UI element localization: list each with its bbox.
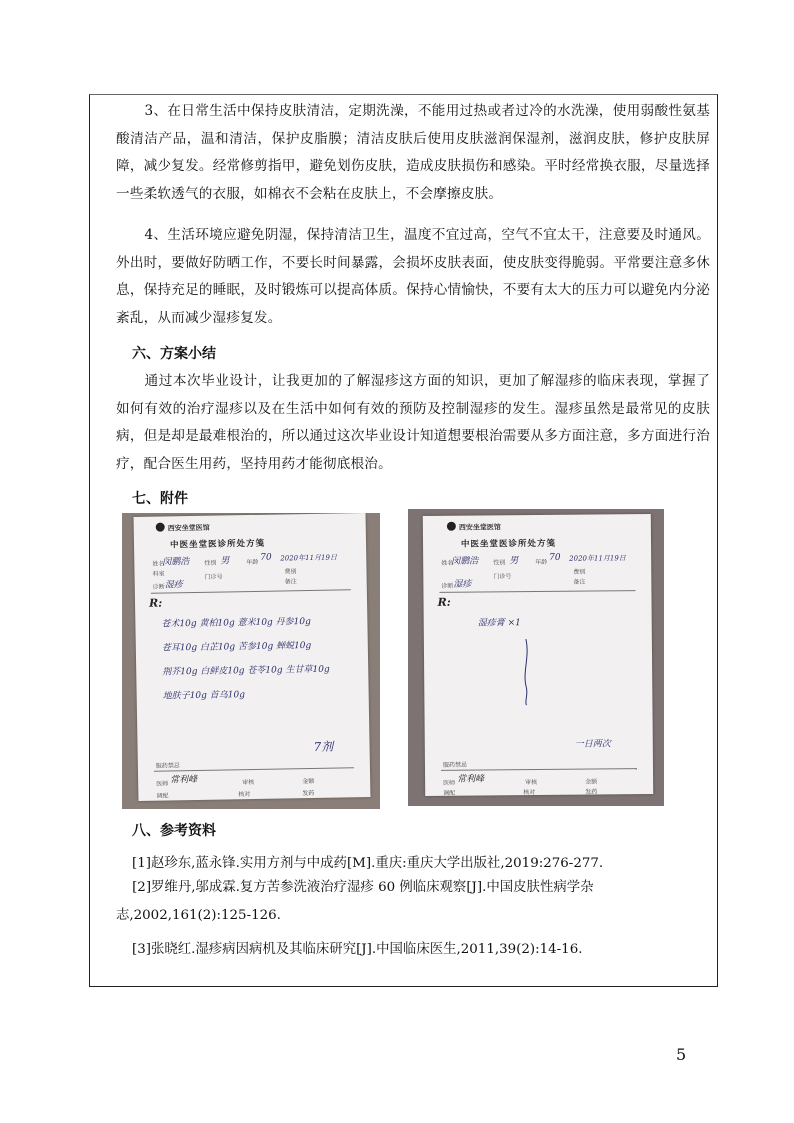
audit-label: 审核 (242, 778, 255, 787)
herb-line: 苍耳10g 白芷10g 苦参10g 蝉蜕10g (161, 640, 312, 654)
prescription-date: 2020年11月19日 (280, 553, 337, 563)
fee-label: 费别 (284, 568, 297, 576)
herb-line: 荆芥10g 白鲜皮10g 苍苓10g 生甘草10g (162, 664, 330, 678)
diagnosis: 湿疹 (453, 579, 472, 590)
herb-line: 地肤子10g 首乌10g (162, 690, 246, 702)
prescription-date: 2020年11月19日 (569, 554, 626, 563)
footer-note: 服药禁忌 (155, 762, 180, 770)
paragraph-4: 4、生活环境应避免阴湿，保持清洁卫生，温度不宜过高，空气不宜太干，注意要及时通风。外出时，要做好防晒工作，不要长时间暴露，会损坏皮肤表面，使皮肤变得脆弱。平常要注意多休息，保持充足的睡眠，及时锻炼可以提高体质。保持心情愉快，不要有太大的压力可以避免内分泌紊乱，从而减少湿疹复发。 (116, 227, 710, 326)
note-label: 备注 (573, 578, 586, 586)
divider (154, 767, 354, 771)
section6-heading: 六、方案小结 (132, 346, 216, 362)
continuation-mark (520, 637, 533, 707)
section8-heading: 八、参考资料 (132, 823, 216, 839)
hospital-name: 西安坐堂医馆 (167, 523, 210, 533)
footer-note: 服药禁忌 (442, 761, 468, 769)
reference-item: [1]赵珍东,蓝永锋.实用方剂与中成药[M].重庆:重庆大学出版社,2019:276-277. (132, 856, 604, 871)
patient-age: 70 (260, 552, 272, 563)
rx-symbol: R: (437, 595, 451, 609)
divider (441, 768, 637, 771)
doctor-label: 医师 (156, 780, 169, 788)
prescription-photo-right (408, 509, 664, 806)
herb-line: 湿疹膏 ×1 (477, 618, 521, 629)
usage-instruction: 一日两次 (574, 739, 611, 750)
diagnosis: 湿疹 (164, 580, 183, 591)
diagnosis-label: 诊断 (152, 583, 165, 591)
page-number: 5 (676, 1045, 687, 1064)
hospital-name: 西安坐堂医馆 (458, 523, 501, 532)
paragraph-3: 3、在日常生活中保持皮肤清洁，定期洗澡，不能用过热或者过冷的水洗澡，使用弱酸性氨基酸清洁产品，温和清洁，保护皮脂膜；清洁皮肤后使用皮肤滋润保湿剂，滋润皮肤，修护皮肤屏障，减少复发。经常修剪指甲，避免划伤皮肤，造成皮肤损伤和感染。平时经常换衣服，尽量选择一些柔软透气的衣服，如棉衣不会粘在皮肤上，不会摩擦皮肤。 (116, 103, 710, 202)
section6-text: 通过本次毕业设计，让我更加的了解湿疹这方面的知识，更加了解湿疹的临床表现，掌握了如何有效的治疗湿疹以及在生活中如何有效的预防及控制湿疹的发生。湿疹虽然是最常见的皮肤病，但是却是最难根治的，所以通过这次毕业设计知道想要根治需要从多方面注意，多方面进行治疗，配合医生用药，坚持用药才能彻底根治。 (116, 373, 710, 472)
prescription-title: 中医坐堂医诊所处方笺 (460, 538, 557, 550)
doctor-signature: 常利峰 (457, 774, 485, 785)
amount-label: 金额 (585, 778, 598, 786)
herb-line: 苍术10g 黄柏10g 薏米10g 丹参10g (161, 616, 311, 630)
diagnosis-label: 诊断 (441, 582, 454, 590)
prescription-photo-left (122, 513, 380, 809)
reference-item: [3]张晓红.湿疹病因病机及其临床研究[J].中国临床医生,2011,39(2):14-16. (132, 942, 583, 957)
section7-heading: 七、附件 (132, 491, 188, 507)
doctor-label: 医师 (443, 779, 456, 787)
issue-label: 发药 (585, 788, 598, 796)
note-label: 备注 (284, 578, 297, 586)
reference-item: [2]罗维丹,邬成霖.复方苦参洗液治疗湿疹 60 例临床观察[J].中国皮肤性病学杂志,2002,161(2):125-126. (116, 880, 594, 923)
age-label: 年龄 (246, 558, 259, 567)
hospital-logo-icon (447, 522, 456, 531)
clinic-label: 门诊号 (204, 573, 223, 581)
sex-label: 性别 (204, 559, 217, 567)
patient-name: 闵鹏浩 (451, 556, 479, 567)
fee-label: 费别 (573, 568, 586, 576)
prescription-sheet (134, 513, 371, 801)
name-label: 姓名 (441, 559, 454, 567)
check-label: 核对 (523, 789, 536, 797)
hospital-logo-icon (156, 523, 165, 532)
patient-sex: 男 (220, 556, 230, 567)
prescription-title: 中医坐堂医诊所处方笺 (169, 538, 266, 551)
doctor-signature: 常利峰 (170, 774, 198, 786)
check-label: 核对 (238, 791, 251, 799)
prescription-sheet (423, 514, 653, 796)
sex-label: 性别 (493, 559, 506, 567)
dispense-label: 调配 (443, 789, 456, 797)
patient-sex: 男 (509, 556, 519, 567)
issue-label: 发药 (302, 789, 315, 798)
dispense-label: 调配 (156, 792, 169, 800)
dept-label: 科室 (152, 570, 165, 578)
patient-name: 闵鹏浩 (162, 557, 190, 568)
patient-age: 70 (549, 552, 561, 563)
name-label: 姓名 (152, 560, 165, 568)
clinic-label: 门诊号 (493, 573, 512, 581)
amount-label: 金额 (302, 777, 315, 786)
divider (439, 590, 635, 593)
dose-count: 7剂 (313, 739, 334, 754)
audit-label: 审核 (525, 779, 538, 787)
age-label: 年龄 (535, 558, 548, 567)
rx-symbol: R: (148, 596, 163, 610)
